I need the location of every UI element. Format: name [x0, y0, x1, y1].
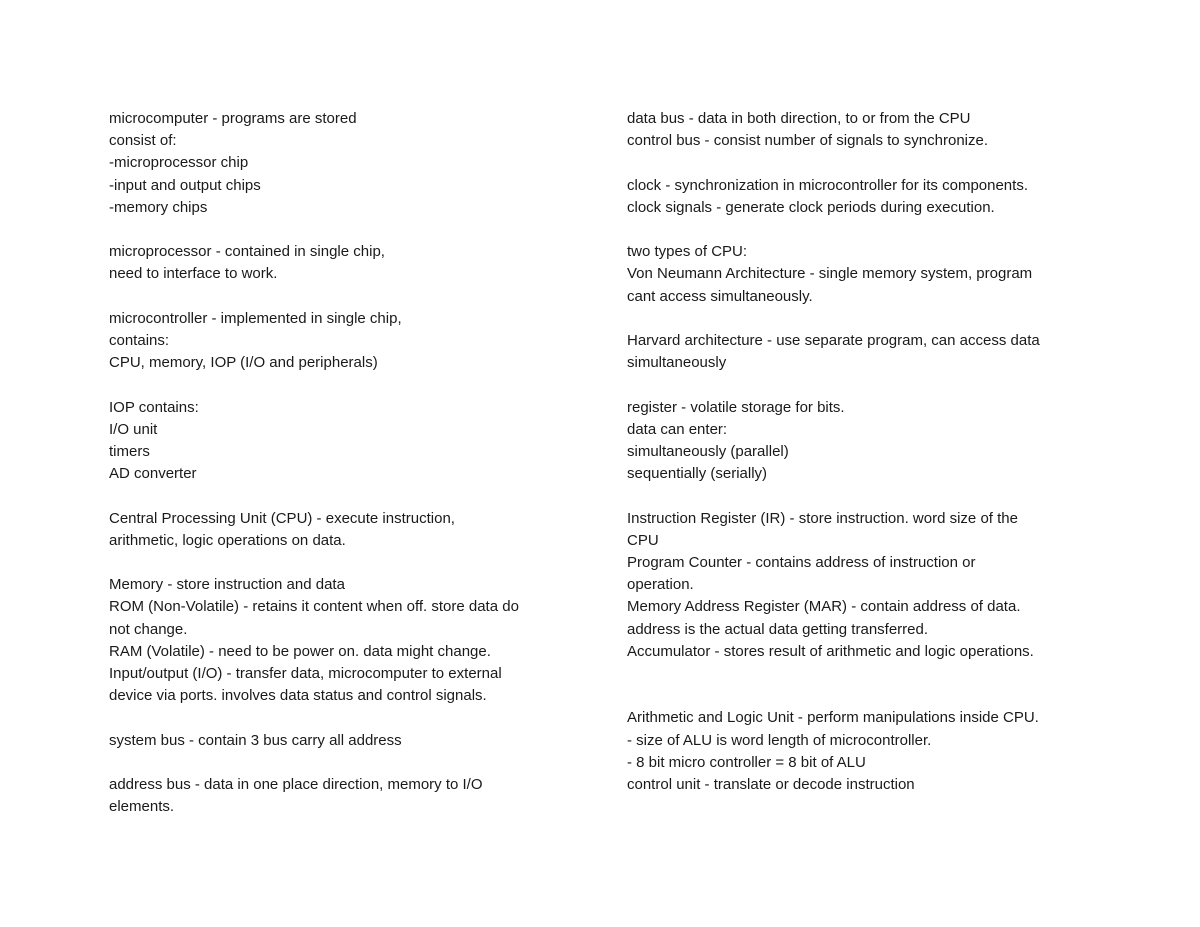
text-line: clock - synchronization in microcontroller for its components. — [627, 176, 1028, 194]
text-line: two types of CPU: — [627, 243, 748, 261]
text-line: -input and output chips — [109, 176, 261, 194]
text-line: -microprocessor chip — [109, 154, 249, 172]
blank-line — [627, 308, 1097, 330]
text-line: simultaneously (parallel) — [627, 442, 789, 460]
text-line: consist of: — [109, 132, 177, 150]
text-line: simultaneously — [627, 354, 727, 372]
text-line: system bus - contain 3 bus carry all address — [109, 731, 402, 749]
text-line: data can enter: — [627, 420, 728, 438]
text-line: Memory - store instruction and data — [109, 576, 345, 594]
text-line: Harvard architecture - use separate program, can access data — [627, 331, 1040, 349]
text-line: CPU — [627, 531, 659, 549]
text-line: CPU, memory, IOP (I/O and peripherals) — [109, 354, 378, 372]
text-line: Accumulator - stores result of arithmetic and logic operations. — [627, 642, 1034, 660]
text-line: not change. — [109, 620, 188, 638]
blank-line — [109, 552, 579, 574]
text-line: Memory Address Register (MAR) - contain address of data. — [627, 598, 1021, 616]
blank-line — [627, 663, 1097, 685]
text-line: device via ports. involves data status and control signals. — [109, 687, 487, 705]
text-line: timers — [109, 443, 150, 460]
text-line: Central Processing Unit (CPU) - execute instruction, — [109, 509, 455, 527]
text-line: control unit - translate or decode instruction — [627, 775, 915, 793]
text-line: -memory chips — [109, 198, 208, 216]
blank-line — [109, 374, 579, 396]
text-line: register - volatile storage for bits. — [627, 398, 845, 416]
blank-line — [627, 685, 1097, 707]
blank-line — [627, 219, 1097, 241]
text-line: sequentially (serially) — [627, 465, 768, 483]
text-line: Program Counter - contains address of instruction or — [627, 553, 976, 571]
text-line: operation. — [627, 576, 694, 594]
blank-line — [627, 374, 1097, 396]
blank-line — [109, 219, 579, 241]
left-column — [109, 108, 579, 818]
blank-line — [627, 152, 1097, 174]
blank-line — [109, 286, 579, 308]
text-line: I/O unit — [109, 420, 158, 438]
blank-line — [109, 752, 579, 774]
text-line: microcontroller - implemented in single chip, — [109, 309, 402, 327]
text-line: arithmetic, logic operations on data. — [109, 531, 346, 549]
text-line: microprocessor - contained in single chip, — [109, 243, 385, 261]
text-line: need to interface to work. — [109, 265, 278, 283]
text-line: control bus - consist number of signals to synchronize. — [627, 132, 989, 150]
text-line: address bus - data in one place direction, memory to I/O — [109, 775, 483, 793]
text-line: cant access simultaneously. — [627, 287, 813, 305]
text-line: IOP contains: — [109, 398, 199, 416]
text-line: ROM (Non-Volatile) - retains it content when off. store data do — [109, 598, 519, 616]
text-line: AD converter — [109, 465, 197, 483]
text-line: microcomputer - programs are stored — [109, 110, 357, 127]
text-line: - size of ALU is word length of microcontroller. — [627, 731, 932, 749]
text-line: Input/output (I/O) - transfer data, microcomputer to external — [109, 665, 502, 682]
text-line: Von Neumann Architecture - single memory system, program — [627, 265, 1033, 283]
text-line: data bus - data in both direction, to or from the CPU — [627, 110, 971, 127]
text-line: Arithmetic and Logic Unit - perform manipulations inside CPU. — [627, 709, 1039, 727]
text-line: - 8 bit micro controller = 8 bit of ALU — [627, 753, 866, 771]
text-line: contains: — [109, 332, 170, 349]
blank-line — [109, 485, 579, 507]
text-line: Instruction Register (IR) - store instruction. word size of the — [627, 509, 1018, 527]
text-line: clock signals - generate clock periods during execution. — [627, 198, 995, 216]
right-column — [627, 108, 1097, 796]
text-line: RAM (Volatile) - need to be power on. data might change. — [109, 642, 491, 660]
text-line: elements. — [109, 798, 175, 816]
text-line: address is the actual data getting transferred. — [627, 620, 929, 638]
blank-line — [627, 485, 1097, 507]
blank-line — [109, 707, 579, 729]
